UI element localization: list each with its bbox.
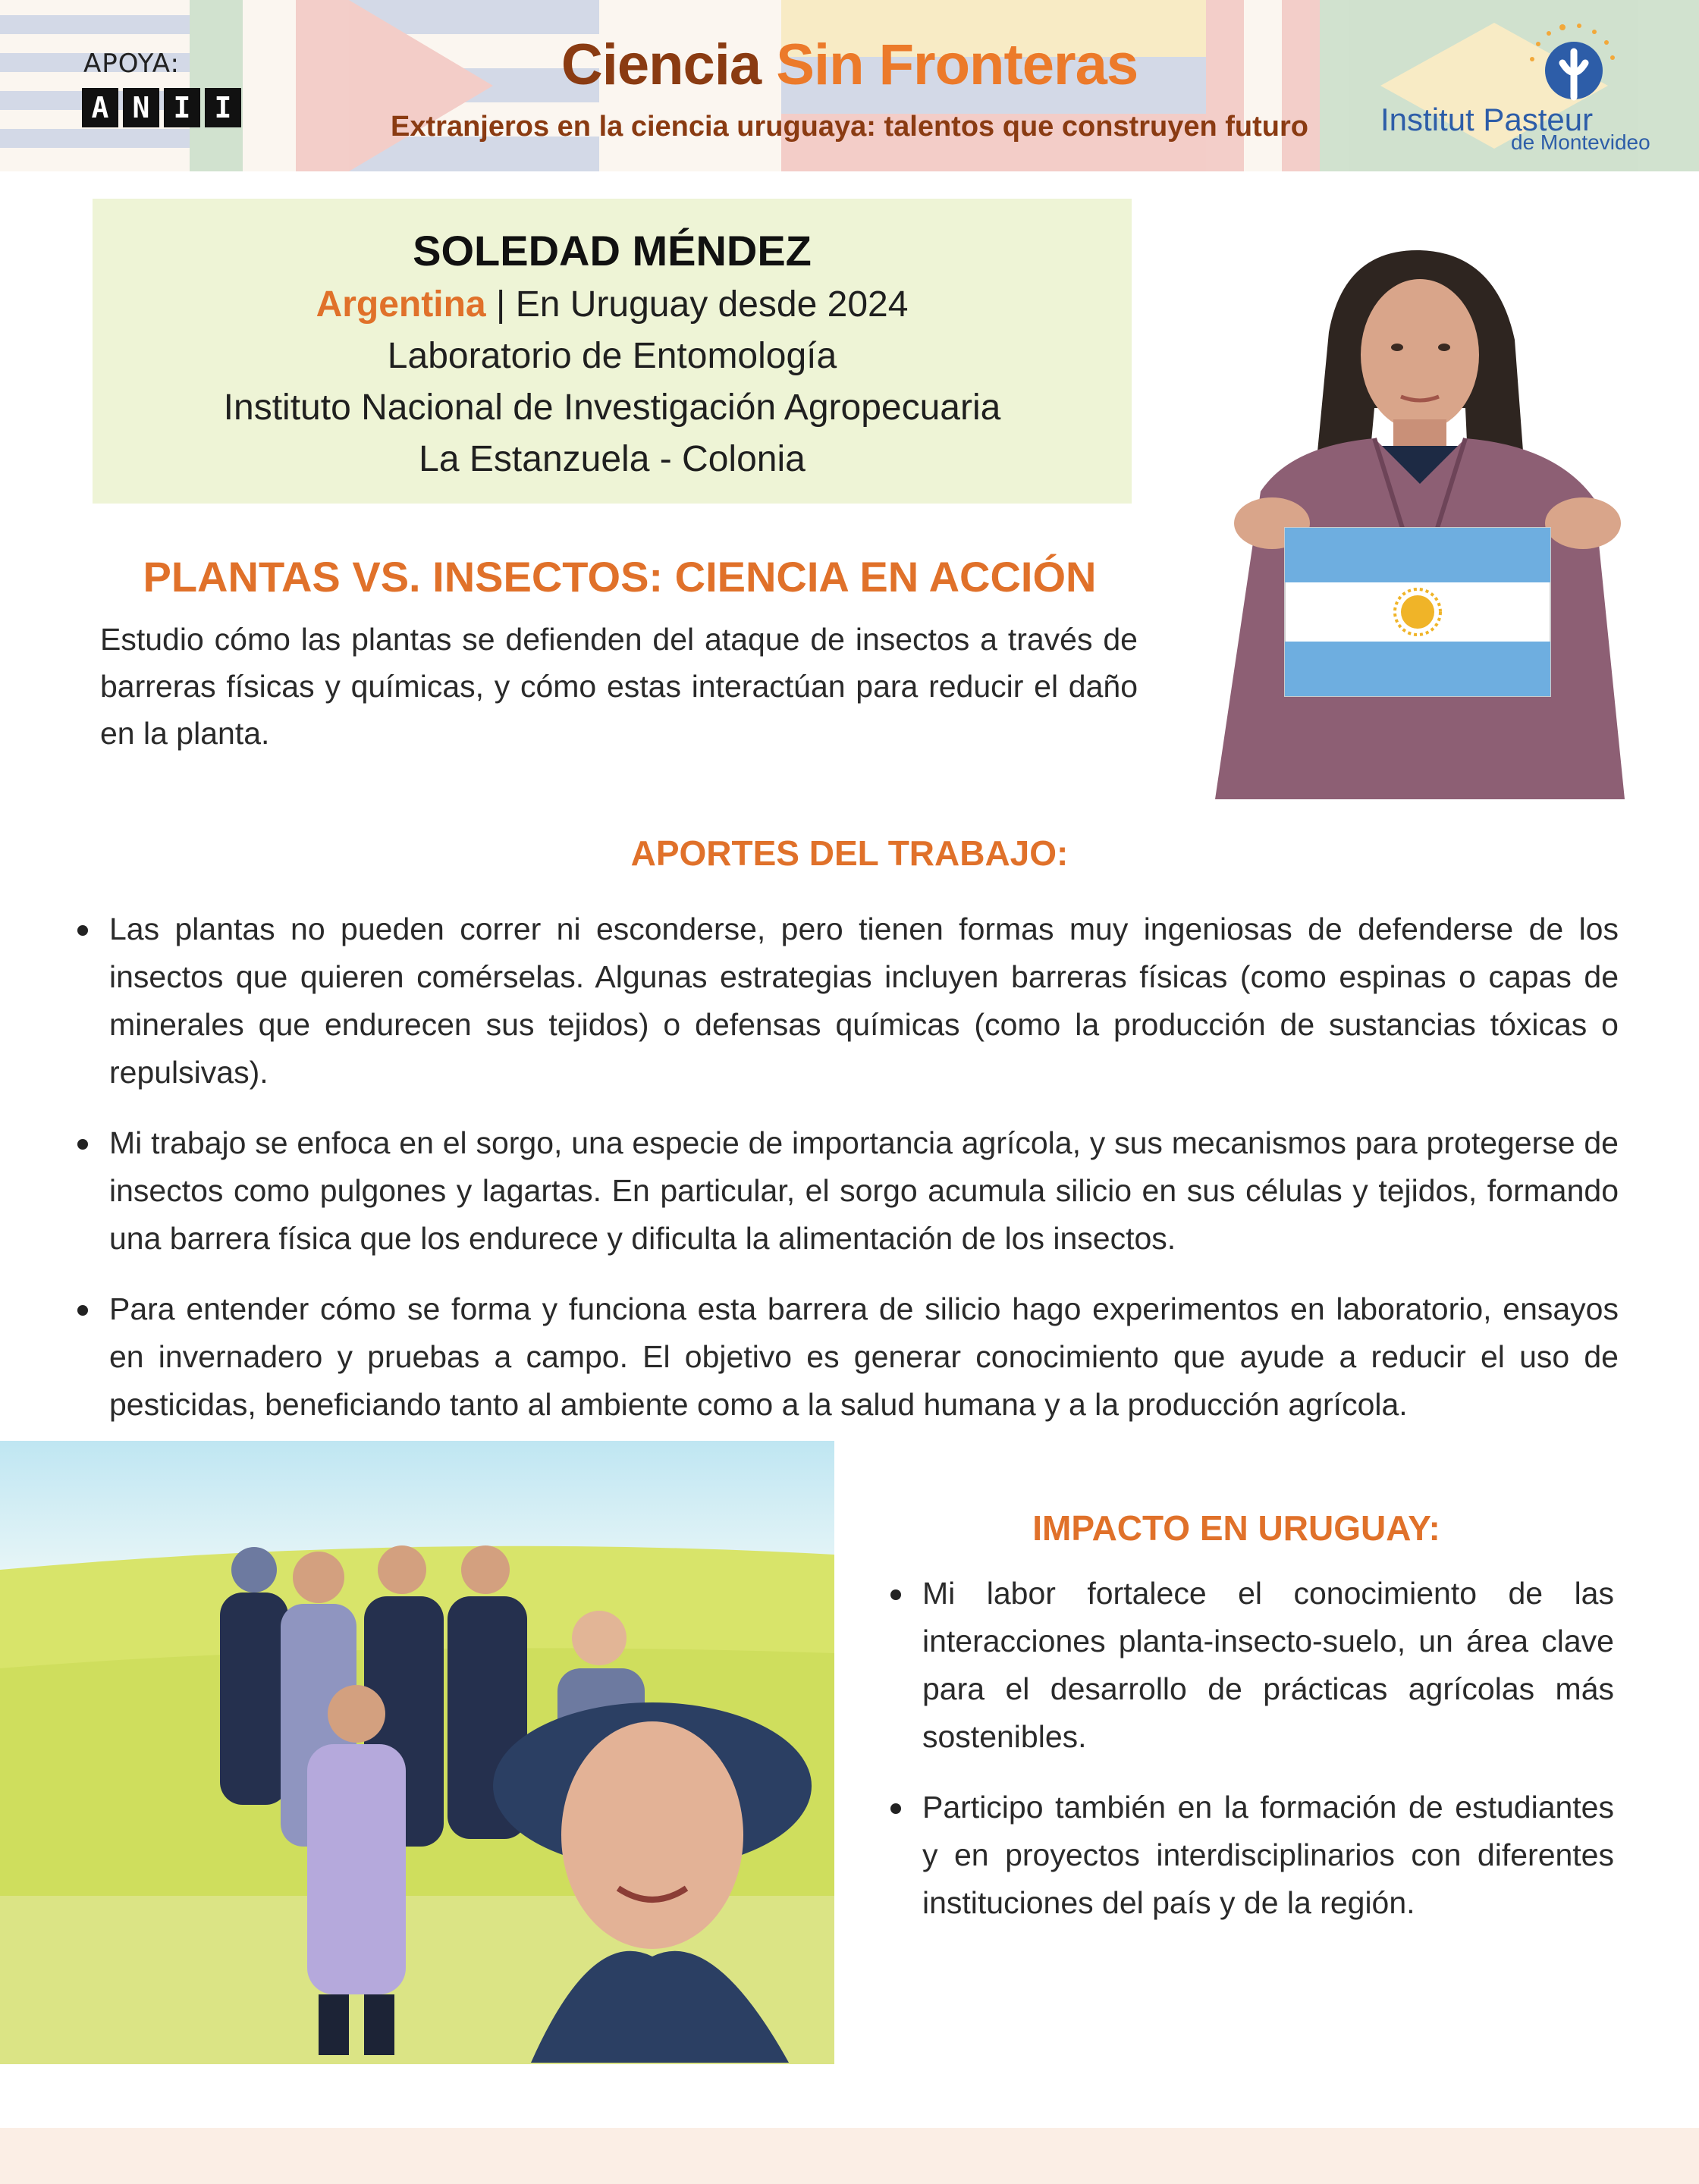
profile-card [93, 199, 1132, 504]
scientist-name: SOLEDAD MÉNDEZ [413, 227, 812, 275]
page-title-part2: Sin Fronteras [776, 33, 1138, 97]
laboratory: Laboratorio de Entomología [387, 336, 837, 376]
impact-title: IMPACTO EN URUGUAY: [1032, 1508, 1440, 1548]
anii-logo-letter: A [82, 88, 118, 127]
contributions-list [77, 905, 1619, 1451]
institution-city: de Montevideo [1511, 130, 1650, 154]
footer-band [0, 2128, 1699, 2184]
page-title [0, 32, 1699, 98]
pasteur-logo-icon [1509, 21, 1623, 112]
list-item: Mi labor fortalece el conocimiento de las interacciones planta-insecto-suelo, un área clave para el desarrollo de prácticas agrícolas más sostenibles. [890, 1570, 1614, 1761]
origin-line [93, 283, 1132, 327]
arrival-year: | En Uruguay desde 2024 [485, 284, 909, 325]
portrait-photo [1170, 241, 1660, 799]
institute: Instituto Nacional de Investigación Agropecuaria [223, 388, 1001, 428]
list-item: Participo también en la formación de estudiantes y en proyectos interdisciplinarios con diferentes instituciones del país y de la región. [890, 1784, 1614, 1927]
contributions-title: APORTES DEL TRABAJO: [630, 833, 1069, 873]
research-title: PLANTAS VS. INSECTOS: CIENCIA EN ACCIÓN [143, 553, 1097, 601]
list-item: Mi trabajo se enfoca en el sorgo, una especie de importancia agrícola, y sus mecanismos para protegerse de insectos como pulgones y lagartas. En particular, el sorgo acumula silicio en sus células y tejidos, formando una barrera física que los endurece y dificulta la alimentación de los insectos. [77, 1119, 1619, 1263]
supporter-label: APOYA: [83, 49, 180, 79]
country: Argentina [316, 284, 486, 325]
impact-list [890, 1570, 1614, 1950]
page-title-part1: Ciencia [561, 33, 762, 97]
anii-logo-letter: I [205, 88, 241, 127]
header-banner [0, 0, 1699, 171]
anii-logo-letter: I [164, 88, 200, 127]
institution-name: Institut Pasteur [1380, 102, 1594, 137]
argentina-flag-graphic [1285, 528, 1550, 696]
anii-logo-letter: N [123, 88, 159, 127]
location: La Estanzuela - Colonia [419, 439, 806, 479]
list-item: Las plantas no pueden correr ni esconderse, pero tienen formas muy ingeniosas de defenderse de los insectos que quieren comérselas. Algunas estrategias incluyen barreras físicas (como espinas o capas de minerales que endurecen sus tejidos) o defensas químicas (como la producción de sustancias tóxicas o repulsivas). [77, 905, 1619, 1097]
research-description: Estudio cómo las plantas se defienden del ataque de insectos a través de barreras físicas y químicas, y cómo estas interactúan para reducir el daño en la planta. [100, 622, 1138, 751]
field-team-photo [0, 1441, 834, 2064]
page-subtitle: Extranjeros en la ciencia uruguaya: talentos que construyen futuro [391, 111, 1308, 143]
list-item: Para entender cómo se forma y funciona esta barrera de silicio hago experimentos en laboratorio, ensayos en invernadero y pruebas a campo. El objetivo es generar conocimiento que ayude a reducir el uso de pesticidas, beneficiando tanto al ambiente como a la salud humana y a la producción agrícola. [77, 1285, 1619, 1429]
